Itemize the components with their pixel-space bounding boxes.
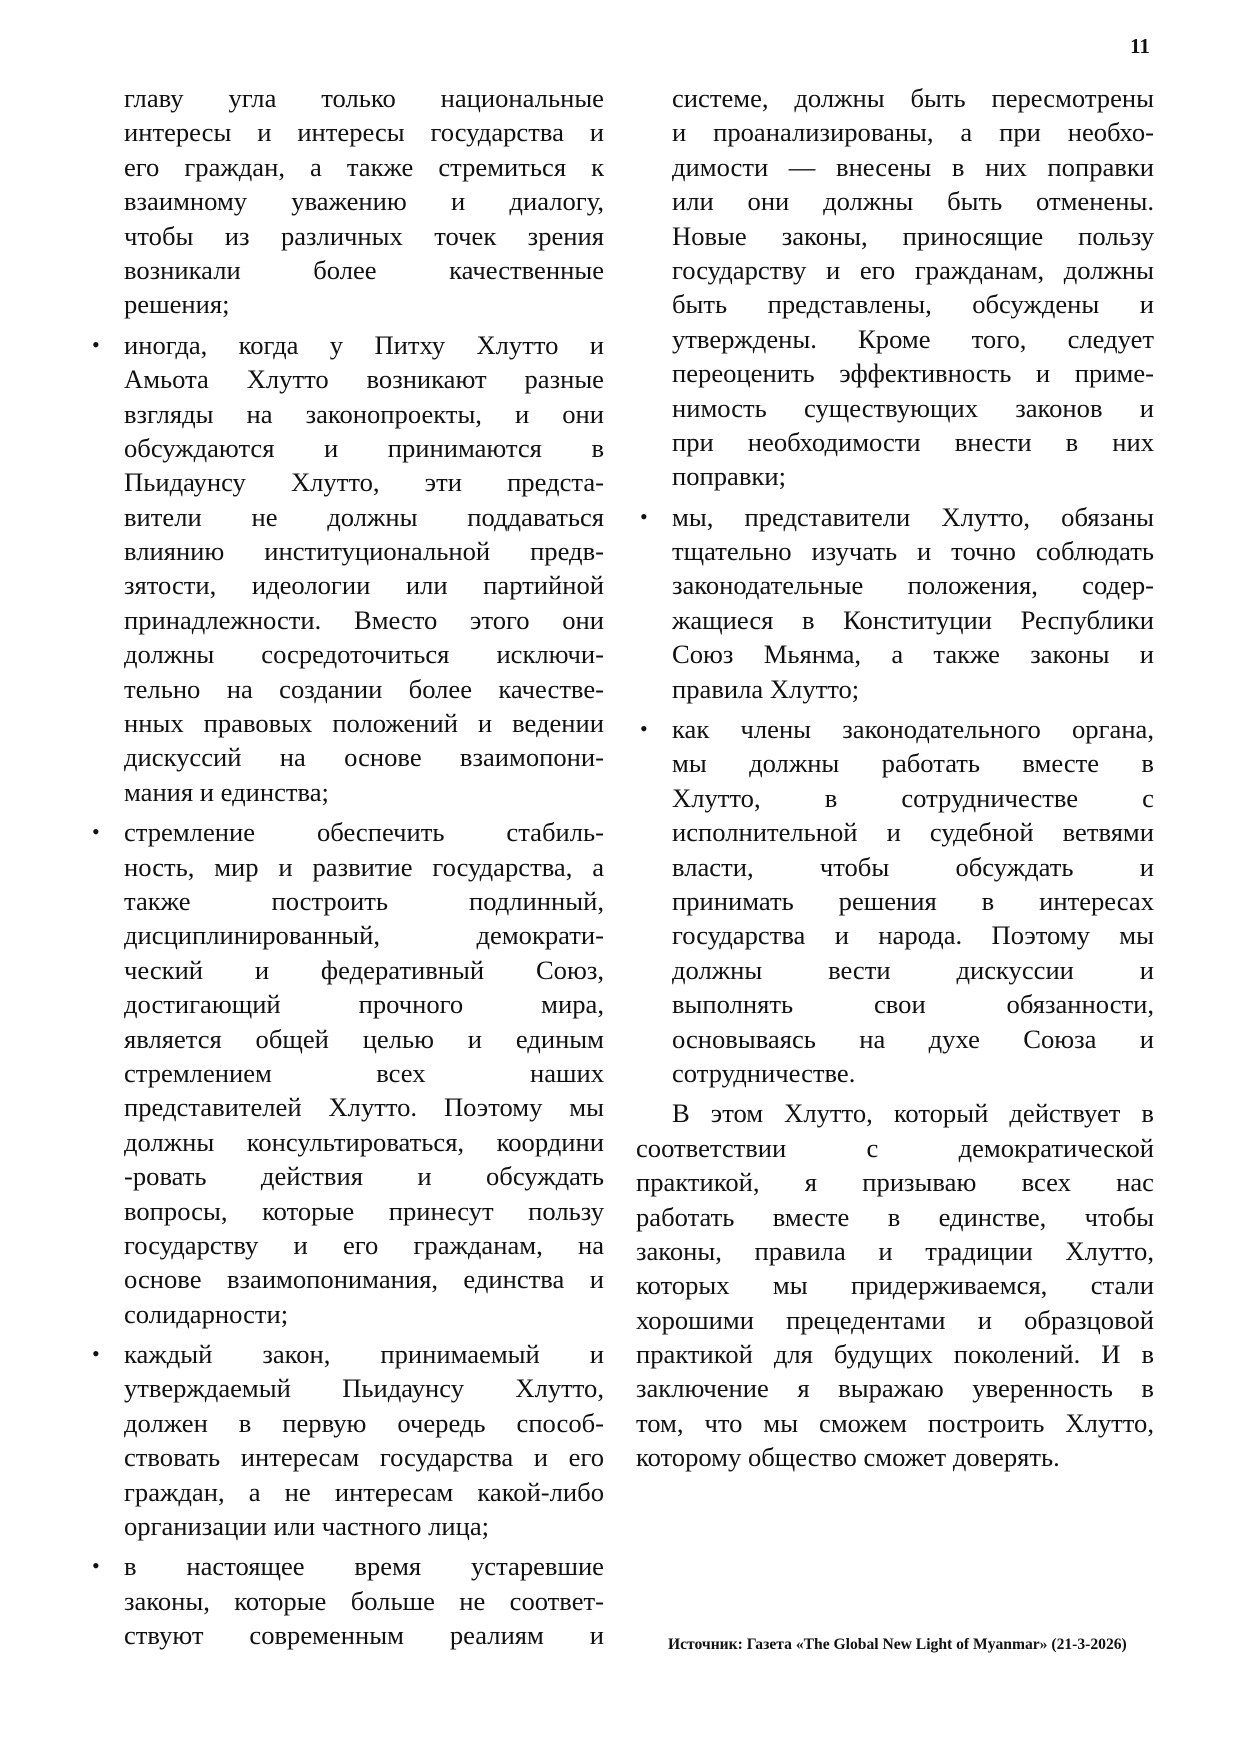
text-line: каждый закон, принимаемый и (124, 1339, 604, 1370)
right-column (636, 81, 1154, 1481)
text-line: том, что мы сможем построить Хлутто, (636, 1407, 1154, 1438)
text-line: обсуждаются и принимаются в (124, 432, 604, 463)
text-line: государству и его гражданам, должны (672, 254, 1154, 285)
text-line: основе взаимопонимания, единства и (124, 1264, 604, 1295)
left-column (88, 81, 604, 1659)
text-line: быть представлены, обсуждены и (672, 289, 1154, 320)
text-line: иногда, когда у Питху Хлутто и (124, 329, 604, 360)
text-line: чтобы из различных точек зрения (124, 220, 604, 251)
text-line: нных правовых положений и ведении (124, 708, 604, 739)
text-line: главу угла только национальные (124, 83, 604, 113)
text-line: вители не должны поддаваться (124, 501, 604, 532)
bullet-icon: • (640, 503, 648, 529)
text-line: и проанализированы, а при необхо- (672, 117, 1154, 148)
text-line: возникали более качественные (124, 254, 604, 285)
continued-text (88, 81, 604, 322)
text-line: интересы и интересы государства и (124, 117, 604, 148)
text-line: организации или частного лица; (124, 1511, 490, 1542)
text-line: димости — внесены в них поправки (672, 151, 1154, 182)
text-line: принимать решения в интересах (672, 885, 1154, 916)
text-line: сотрудничестве. (672, 1057, 856, 1088)
text-line: взгляды на законопроекты, и они (124, 398, 604, 429)
text-line: решения; (124, 289, 230, 320)
text-line: государства и народа. Поэтому мы (672, 920, 1154, 951)
text-line: работать вместе в единстве, чтобы (636, 1201, 1154, 1232)
text-line: выполнять свои обязанности, (672, 989, 1154, 1020)
text-line: дискуссий на основе взаимопони- (124, 742, 604, 773)
text-line: также построить подлинный, (124, 885, 604, 916)
text-line: стремлением всех наших (124, 1057, 604, 1088)
text-line: Новые законы, приносящие пользу (672, 220, 1154, 251)
text-line: поправки; (672, 461, 786, 492)
text-line: влиянию институциональной предв- (124, 536, 604, 567)
text-line: утверждаемый Пьидаунсу Хлутто, (124, 1373, 604, 1404)
text-line: -ровать действия и обсуждать (124, 1161, 604, 1192)
text-line: практикой для будущих поколений. И в (636, 1339, 1154, 1370)
text-line: соответствии с демократической (636, 1132, 1154, 1163)
bullet-icon: • (92, 331, 100, 357)
text-line: хорошими прецедентами и образцовой (636, 1304, 1154, 1335)
bullet-item (88, 1549, 604, 1652)
text-line: утверждены. Кроме того, следует (672, 323, 1154, 354)
bullet-item (88, 1337, 604, 1543)
text-line: системе, должны быть пересмотрены (672, 83, 1154, 113)
text-line: граждан, а не интересам какой-либо (124, 1476, 604, 1507)
text-line: переоценить эффективность и приме- (672, 358, 1154, 389)
text-line: государству и его гражданам, на (124, 1229, 604, 1260)
text-line: которых мы придерживаемся, стали (636, 1270, 1154, 1301)
text-line: как члены законодательного органа, (672, 714, 1154, 745)
text-line: жащиеся в Конституции Республики (672, 604, 1154, 635)
paragraph (636, 1096, 1154, 1474)
bullet-item (636, 712, 1154, 1090)
text-line: Амьота Хлутто возникают разные (124, 364, 604, 395)
text-line: тельно на создании более качестве- (124, 673, 604, 704)
text-line: законодательные положения, содер- (672, 570, 1154, 601)
text-line: должны консультироваться, координи (124, 1126, 604, 1157)
text-line: мы, представители Хлутто, обязаны (672, 501, 1154, 532)
text-line: в настоящее время устаревшие (124, 1551, 604, 1582)
text-line: Союз Мьянма, а также законы и (672, 639, 1154, 670)
text-line: Хлутто, в сотрудничестве с (672, 782, 1154, 813)
text-line: является общей целью и единым (124, 1023, 604, 1054)
text-line: солидарности; (124, 1298, 289, 1329)
text-line: власти, чтобы обсуждать и (672, 851, 1154, 882)
bullet-item (88, 815, 604, 1331)
text-line: должны вести дискуссии и (672, 954, 1154, 985)
text-line: тщательно изучать и точно соблюдать (672, 536, 1154, 567)
text-line: ствуют современным реалиям и (124, 1620, 604, 1651)
text-line: которому общество сможет доверять. (636, 1442, 1060, 1473)
text-line: представителей Хлутто. Поэтому мы (124, 1092, 604, 1123)
text-line: основываясь на духе Союза и (672, 1023, 1154, 1054)
bullet-icon: • (92, 819, 100, 845)
source-citation: Источник: Газета «The Global New Light of Myanmar» (21-3-2026) (668, 1636, 1127, 1653)
text-line: Пьидаунсу Хлутто, эти предста- (124, 467, 604, 498)
text-line: вопросы, которые принесут пользу (124, 1195, 604, 1226)
text-line: мания и единства; (124, 776, 329, 807)
bullet-item (636, 500, 1154, 706)
text-line: ность, мир и развитие государства, а (124, 851, 604, 882)
text-line: или они должны быть отменены. (672, 186, 1154, 217)
bullet-icon: • (92, 1553, 100, 1579)
text-line: при необходимости внести в них (672, 426, 1154, 457)
text-line: взаимному уважению и диалогу, (124, 186, 604, 217)
text-line: практикой, я призываю всех нас (636, 1167, 1154, 1198)
text-line: законы, которые больше не соответ- (124, 1585, 604, 1616)
text-line: мы должны работать вместе в (672, 748, 1154, 779)
text-line: дисциплинированный, демократи- (124, 920, 604, 951)
text-line: ствовать интересам государства и его (124, 1442, 604, 1473)
text-line: его граждан, а также стремиться к (124, 151, 604, 182)
continued-text (636, 81, 1154, 494)
text-line: ческий и федеративный Союз, (124, 954, 604, 985)
text-line: законы, правила и традиции Хлутто, (636, 1235, 1154, 1266)
text-line: должен в первую очередь способ- (124, 1407, 604, 1438)
page-number: 11 (1130, 34, 1150, 58)
text-line: должны сосредоточиться исключи- (124, 639, 604, 670)
text-line: стремление обеспечить стабиль- (124, 817, 604, 848)
text-line: исполнительной и судебной ветвями (672, 817, 1154, 848)
text-line: нимость существующих законов и (672, 392, 1154, 423)
bullet-icon: • (92, 1341, 100, 1367)
text-line: достигающий прочного мира, (124, 989, 604, 1020)
text-line: В этом Хлутто, который действует в (672, 1098, 1154, 1129)
text-line: правила Хлутто; (672, 673, 860, 704)
text-line: заключение я выражаю уверенность в (636, 1373, 1154, 1404)
bullet-icon: • (640, 716, 648, 742)
text-line: зятости, идеологии или партийной (124, 570, 604, 601)
bullet-item (88, 328, 604, 809)
text-line: принадлежности. Вместо этого они (124, 604, 604, 635)
